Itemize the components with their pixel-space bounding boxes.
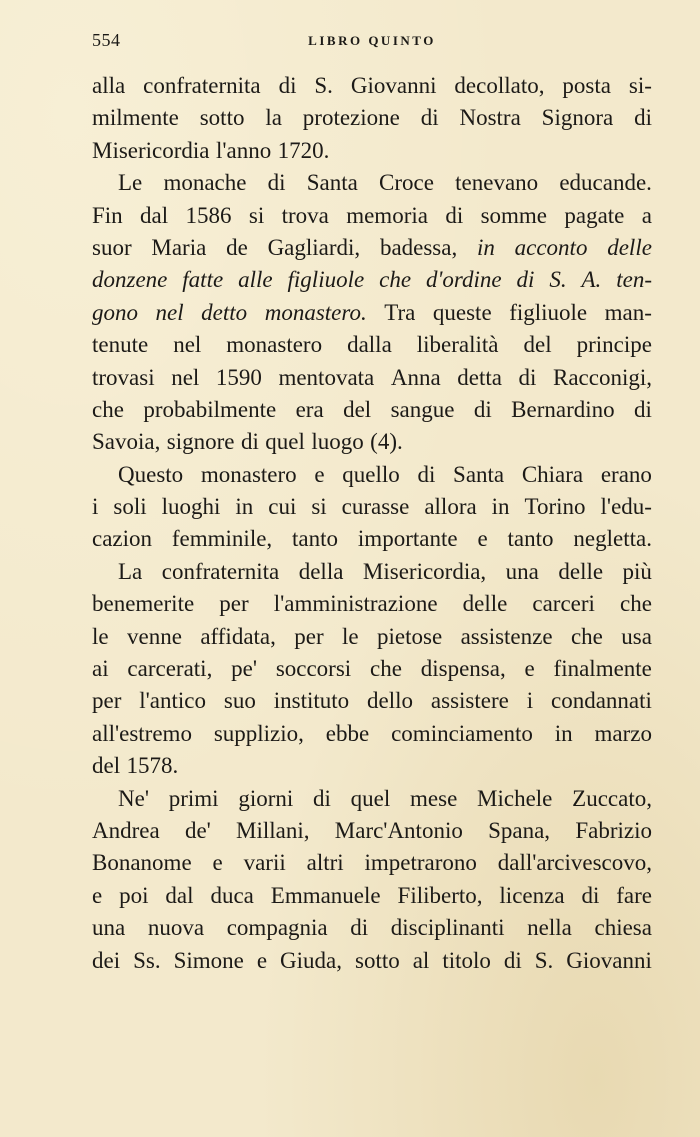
word: venne (127, 623, 182, 649)
text-line (92, 329, 652, 361)
word: Misericordia (92, 137, 210, 163)
word: a (641, 202, 652, 228)
text-line (92, 426, 652, 458)
word: monastero (200, 461, 297, 487)
word: di (503, 947, 522, 973)
word: mentovata (278, 364, 375, 390)
word: l'edu- (600, 494, 652, 520)
word: dal (165, 882, 194, 908)
word: cazion (92, 526, 153, 552)
word: monastero. (264, 299, 367, 325)
word: cominciamento (391, 720, 533, 746)
word: 1590 (215, 364, 262, 390)
word: femminile, (171, 526, 273, 552)
word: di (278, 73, 297, 98)
text-line (92, 556, 652, 588)
word: ai (92, 656, 109, 682)
word: Bernardino (511, 396, 615, 422)
word: altri (306, 850, 344, 876)
word: e (92, 882, 103, 908)
word: e (314, 461, 325, 487)
word: importante (357, 526, 458, 552)
word: quel (350, 785, 391, 811)
word: licenza (499, 882, 565, 908)
word: le (342, 623, 359, 649)
word: una (92, 915, 126, 941)
word: disciplinanti (390, 915, 505, 941)
word: Giuda, (280, 947, 343, 973)
word: instituto (273, 688, 350, 714)
text-line (92, 523, 652, 555)
text-line (92, 588, 652, 620)
word: Marc'Antonio (334, 817, 463, 843)
word: varii (243, 850, 286, 876)
word: Andrea (92, 817, 160, 843)
text-line (92, 621, 652, 653)
word: monastero (226, 332, 323, 358)
word: chiesa (594, 915, 652, 941)
word: quel (265, 429, 305, 455)
word: che (570, 623, 603, 649)
word: di (267, 170, 286, 196)
word: che (370, 656, 402, 682)
word: cui (268, 494, 297, 520)
word: delle (558, 558, 604, 584)
word: si (248, 202, 265, 228)
word: dall'arcivescovo, (497, 850, 652, 876)
word: Bonanome (92, 850, 192, 876)
word: Giovanni (566, 947, 652, 973)
text-line (92, 653, 652, 685)
word: una (505, 558, 539, 584)
word: Millani, (236, 817, 310, 843)
word: Simone (173, 947, 244, 973)
word: del (523, 332, 552, 358)
word: S. (534, 947, 554, 973)
word: soccorsi (275, 656, 352, 682)
word: de (226, 234, 248, 260)
word: probabilmente (143, 396, 277, 422)
word: Spana, (488, 817, 551, 843)
word: all'estremo (92, 720, 192, 746)
word: di (516, 267, 535, 293)
word: per (294, 623, 324, 649)
word: Savoia, (92, 429, 161, 455)
word: benemerite (92, 591, 195, 617)
text-line (92, 264, 652, 296)
word: posta (562, 73, 611, 98)
word: Santa (306, 170, 358, 196)
word: impetrarono (364, 850, 477, 876)
word: d'ordine (425, 267, 502, 293)
word: in (235, 494, 254, 520)
word: Torino (524, 494, 586, 520)
word: memoria (346, 202, 428, 228)
word: primi (168, 785, 219, 811)
word: nel (171, 364, 200, 390)
word: la (265, 105, 282, 131)
text-line (92, 135, 652, 167)
word: compagnia (226, 915, 328, 941)
word: mese (410, 785, 458, 811)
word: Chiara (521, 461, 584, 487)
word: di (313, 785, 331, 811)
word: Zuccato, (572, 785, 652, 811)
word: detta (457, 364, 502, 390)
word: Racconigi, (552, 364, 652, 390)
word: fatte (182, 267, 224, 293)
word: liberalità (416, 332, 499, 358)
word: alla (92, 73, 126, 98)
word: di (240, 429, 259, 455)
word: si- (628, 73, 652, 98)
text-line (92, 847, 652, 879)
word: l'anno (215, 137, 272, 163)
word: marzo (594, 720, 652, 746)
word: Le (118, 170, 143, 196)
word: Tra (384, 299, 416, 325)
word: affidata, (200, 623, 276, 649)
word: sangue (390, 396, 455, 422)
word: negletta. (573, 526, 652, 552)
word: usa (621, 623, 652, 649)
word: S. (549, 267, 567, 293)
word: l'antico (139, 688, 206, 714)
word: ebbe (325, 720, 370, 746)
word: pe' (231, 656, 257, 682)
text-line (92, 718, 652, 750)
word: dello (367, 688, 414, 714)
word: Croce (379, 170, 434, 196)
word: dei (92, 947, 121, 973)
word: man- (604, 299, 652, 325)
text-line (92, 232, 652, 264)
word: carcerati, (127, 656, 213, 682)
word: pagate (564, 202, 625, 228)
word: protezione (302, 105, 400, 131)
text-line (92, 750, 652, 782)
word: l'amministrazione (273, 591, 438, 617)
word: luoghi (161, 494, 221, 520)
word: giorni (238, 785, 294, 811)
word: detto (201, 299, 248, 325)
word: figliuole (509, 299, 588, 325)
word: signore (166, 429, 235, 455)
word: quello (342, 461, 400, 487)
word: dalla (347, 332, 392, 358)
word: tanto (292, 526, 339, 552)
word: luogo (311, 429, 364, 455)
word: assistere (430, 688, 509, 714)
word: le (92, 623, 109, 649)
body-text (92, 70, 652, 977)
word: di (518, 364, 537, 390)
word: alle (238, 267, 273, 293)
word: sotto (199, 105, 245, 131)
word: figliuole (287, 267, 365, 293)
word: i (526, 688, 534, 714)
text-line (92, 102, 652, 134)
word: delle (462, 591, 508, 617)
word: e (212, 850, 223, 876)
word: e (256, 947, 268, 973)
word: più (622, 558, 652, 584)
word: poi (119, 882, 149, 908)
word: carceri (532, 591, 595, 617)
word: soli (113, 494, 147, 520)
word: queste (432, 299, 492, 325)
word: Signora (541, 105, 614, 131)
word: curasse (341, 494, 410, 520)
word: si (311, 494, 327, 520)
word: nuova (147, 915, 205, 941)
word: del (92, 753, 121, 779)
word: confraternita (161, 558, 280, 584)
text-line (92, 200, 652, 232)
word: i (92, 494, 99, 520)
text-line (92, 297, 652, 329)
word: Emmanuele (270, 882, 381, 908)
word: condannati (551, 688, 652, 714)
word: donzene (92, 267, 168, 293)
word: Nostra (459, 105, 521, 131)
word: Fin (92, 202, 123, 228)
word: duca (210, 882, 254, 908)
word: di (420, 105, 439, 131)
text-line (92, 912, 652, 944)
word: della (298, 558, 344, 584)
word: delle (607, 234, 652, 260)
word: per (219, 591, 249, 617)
word: confraternita (143, 73, 261, 98)
word: dispensa, (420, 656, 506, 682)
word: badessa, (379, 234, 458, 260)
word: di (350, 915, 369, 941)
word: che (379, 267, 412, 293)
word: Anna (390, 364, 441, 390)
word: Fabrizio (575, 817, 652, 843)
word: Santa (453, 461, 505, 487)
text-line (92, 394, 652, 426)
word: Gagliardi, (267, 234, 361, 260)
word: sotto (355, 947, 400, 973)
word: de' (184, 817, 211, 843)
page-header (92, 30, 652, 54)
word: di (581, 882, 600, 908)
word: del (343, 396, 372, 422)
word: che (620, 591, 652, 617)
word: (4). (370, 429, 403, 455)
text-line (92, 167, 652, 199)
word: somme (480, 202, 548, 228)
word: Giovanni (350, 73, 437, 98)
word: La (118, 558, 143, 584)
word: Maria (151, 234, 207, 260)
text-line (92, 945, 652, 977)
word: erano (600, 461, 652, 487)
word: A. (581, 267, 602, 293)
word: 1720. (277, 137, 330, 163)
word: Michele (477, 785, 553, 811)
word: Questo (118, 461, 184, 487)
word: gono (92, 299, 138, 325)
word: suor (92, 234, 132, 260)
word: assistenze (460, 623, 553, 649)
word: nel (173, 332, 202, 358)
text-line (92, 459, 652, 491)
word: titolo (442, 947, 491, 973)
word: al (412, 947, 430, 973)
word: dal (140, 202, 169, 228)
text-line (92, 815, 652, 847)
word: S. (314, 73, 333, 98)
word: ten- (616, 267, 652, 293)
text-line (92, 783, 652, 815)
word: supplizio, (213, 720, 304, 746)
word: era (295, 396, 324, 422)
word: Filiberto, (397, 882, 483, 908)
word: 1586 (185, 202, 232, 228)
word: e (524, 656, 535, 682)
text-line (92, 362, 652, 394)
word: Ne' (118, 785, 149, 811)
word: di (634, 105, 652, 131)
word: Ss. (133, 947, 161, 973)
word: trovasi (92, 364, 155, 390)
word: tenevano (455, 170, 539, 196)
word: di (634, 396, 652, 422)
word: 1578. (126, 753, 179, 779)
word: e (477, 526, 488, 552)
word: in (476, 234, 495, 260)
word: nel (155, 299, 184, 325)
running-head: LIBRO QUINTO (308, 33, 436, 48)
word: nella (527, 915, 572, 941)
page-number: 554 (92, 30, 121, 50)
word: tenute (92, 332, 149, 358)
word: trova (281, 202, 329, 228)
word: che (92, 396, 124, 422)
word: monache (163, 170, 247, 196)
word: milmente (92, 105, 179, 131)
word: decollato, (454, 73, 545, 98)
word: principe (576, 332, 652, 358)
word: suo (223, 688, 256, 714)
text-line (92, 70, 652, 102)
word: di (445, 202, 464, 228)
word: di (473, 396, 492, 422)
text-line (92, 491, 652, 523)
word: allora (424, 494, 477, 520)
word: finalmente (553, 656, 652, 682)
word: Misericordia, (362, 558, 487, 584)
word: acconto (514, 234, 588, 260)
word: in (491, 494, 510, 520)
word: pietose (377, 623, 443, 649)
word: tanto (507, 526, 554, 552)
word: fare (616, 882, 652, 908)
text-line (92, 880, 652, 912)
word: di (417, 461, 436, 487)
word: per (92, 688, 122, 714)
text-line (92, 685, 652, 717)
word: educande. (559, 170, 652, 196)
word: in (554, 720, 573, 746)
